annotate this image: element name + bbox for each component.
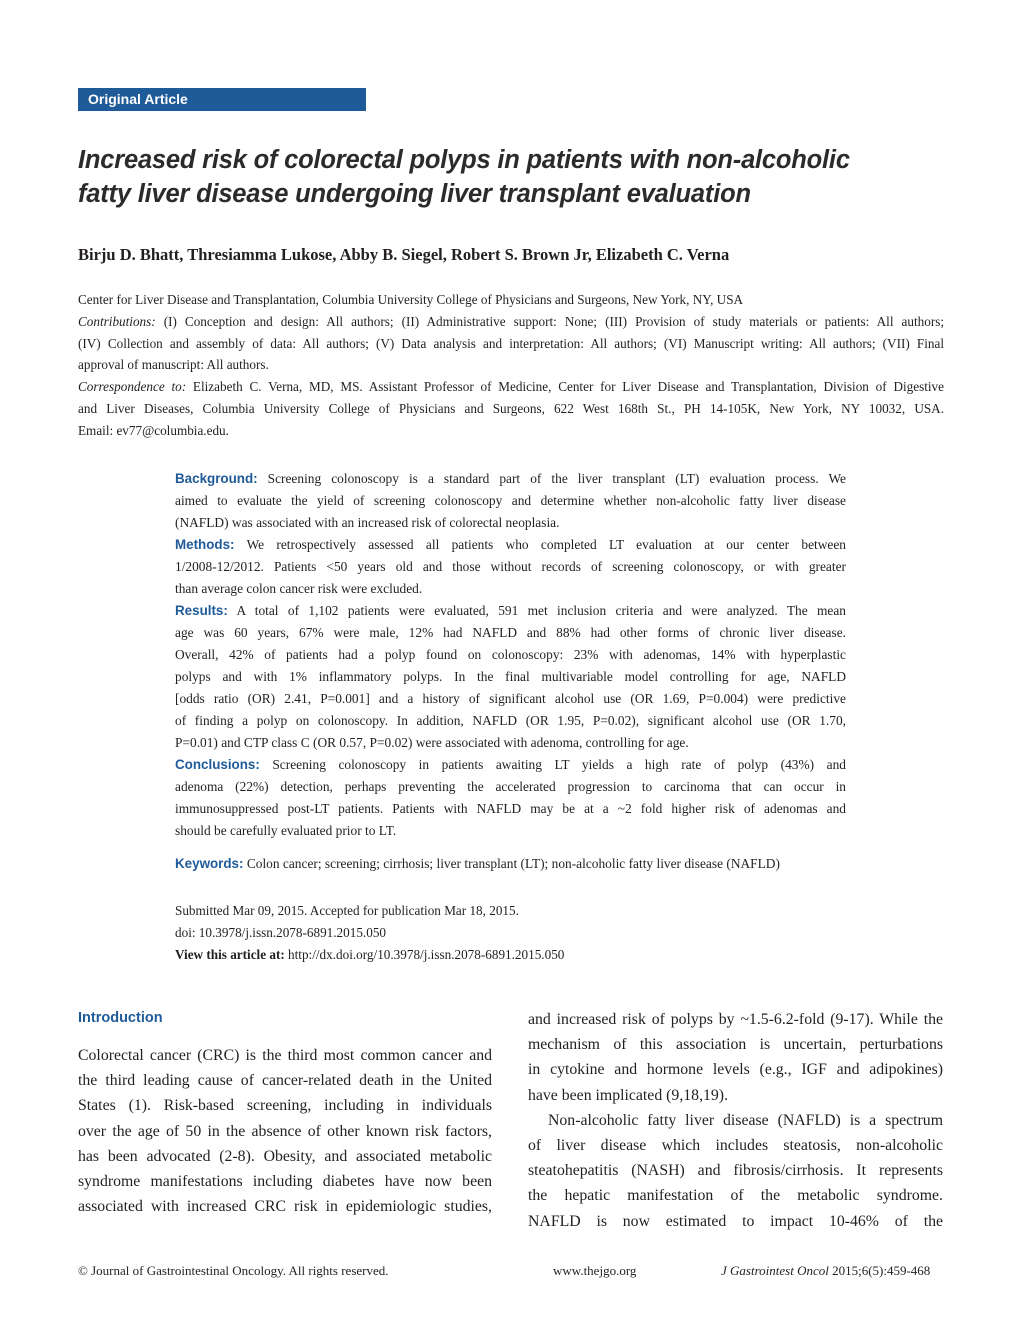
abstract-methods-line: than average colon cancer risk were excluded. [175,581,423,596]
title-line-2: fatty liver disease undergoing liver transplant evaluation [78,180,751,208]
abstract-conclusions-line: should be carefully evaluated prior to LT. [175,823,397,838]
introduction-right-column [528,1007,943,1234]
body-line: of liver disease which includes steatosis, non-alcoholic [528,1137,943,1155]
abstract-results-line: P=0.01) and CTP class C (OR 0.57, P=0.02) were associated with adenoma, controlling for age. [175,735,689,750]
body-line: States (1). Risk-based screening, including in individuals [78,1097,492,1115]
contributions-label: Contributions: [78,313,156,329]
body-line: over the age of 50 in the absence of other known risk factors, [78,1122,492,1140]
affiliation-block [78,289,944,442]
footer-website[interactable]: www.thejgo.org [553,1263,637,1278]
abstract-results-line: Results: A total of 1,102 patients were evaluated, 591 met inclusion criteria and were analyzed. The mean [175,603,846,618]
abstract-results-line: age was 60 years, 67% were male, 12% had NAFLD and 88% had other forms of chronic liver disease. [175,625,846,640]
introduction-heading: Introduction [78,1010,163,1026]
keywords-text: Colon cancer; screening; cirrhosis; liver transplant (LT); non-alcoholic fatty liver disease (NAFLD) [246,856,780,871]
abstract-background-line: aimed to evaluate the yield of screening colonoscopy and determine whether non-alcoholic fatty liver disease [175,493,846,508]
correspondence-line-2: and Liver Diseases, Columbia University College of Physicians and Surgeons, 622 West 168th St., PH 14-105K, New York, NY 10032, USA. [78,400,944,416]
abstract-background-line: Background: Screening colonoscopy is a standard part of the liver transplant (LT) evaluation process. We [175,471,846,486]
body-line: have been implicated (9,18,19). [528,1086,729,1104]
abstract-methods-line: 1/2008-12/2012. Patients <50 years old and those without records of screening colonoscopy, or with greater [175,559,846,574]
title-line-1: Increased risk of colorectal polyps in patients with non-alcoholic [78,146,850,174]
body-line: Colorectal cancer (CRC) is the third most common cancer and [78,1047,492,1064]
body-line: mechanism of this association is uncertain, perturbations [528,1036,943,1054]
abstract-background-line: (NAFLD) was associated with an increased risk of colorectal neoplasia. [175,515,560,530]
body-line: the third leading cause of cancer-related death in the United [78,1072,492,1090]
keywords [175,856,780,872]
keywords-heading: Keywords: [175,856,244,871]
body-line: steatohepatitis (NASH) and fibrosis/cirrhosis. It represents [528,1162,943,1180]
correspondence-label: Correspondence to: [78,379,187,395]
introduction-left-column [78,1043,492,1219]
footer-copyright: © Journal of Gastrointestinal Oncology. All rights reserved. [78,1263,389,1278]
article-title [78,143,958,211]
results-heading: Results: [175,603,228,618]
contributions-line-1: Contributions: (I) Conception and design: All authors; (II) Administrative support: None; (III) Provision of study materials or patients: All authors; [78,313,945,329]
body-line: Non-alcoholic fatty liver disease (NAFLD) is a spectrum [548,1111,943,1129]
abstract-results-line: Overall, 42% of patients had a polyp found on colonoscopy: 23% with adenomas, 14% with hyperplastic [175,647,846,662]
body-line: NAFLD is now estimated to impact 10-46% of the [528,1212,943,1230]
footer-citation: J Gastrointest Oncol 2015;6(5):459-468 [721,1263,931,1278]
article-link[interactable]: http://dx.doi.org/10.3978/j.issn.2078-6891.2015.050 [288,947,565,962]
correspondence-email: Email: ev77@columbia.edu. [78,422,229,438]
article-type-badge: Original Article [78,88,366,111]
methods-heading: Methods: [175,537,235,552]
view-article-label: View this article at: [175,947,285,962]
body-line: associated with increased CRC risk in epidemiologic studies, [78,1198,492,1216]
abstract-methods-line: Methods: We retrospectively assessed all patients who completed LT evaluation at our center between [175,537,846,552]
view-article-line [175,944,564,966]
body-line: and increased risk of polyps by ~1.5-6.2-fold (9-17). While the [528,1011,943,1028]
abstract-results-line: [odds ratio (OR) 2.41, P=0.001] and a history of significant alcohol use (OR 1.69, P=0.004) were predictive [175,691,846,706]
author-list: Birju D. Bhatt, Thresiamma Lukose, Abby B. Siegel, Robert S. Brown Jr, Elizabeth C. Verna [78,245,730,264]
background-heading: Background: [175,471,258,486]
contributions-line-3: approval of manuscript: All authors. [78,357,269,373]
body-line: the hepatic manifestation of the metabolic syndrome. [528,1187,943,1205]
body-line: has been advocated (2-8). Obesity, and associated metabolic [78,1147,492,1165]
doi: doi: 10.3978/j.issn.2078-6891.2015.050 [175,925,387,940]
abstract-conclusions-line: adenoma (22%) detection, perhaps preventing the accelerated progression to carcinoma that can occur in [175,779,846,794]
body-line: syndrome manifestations including diabetes have now been [78,1173,492,1191]
abstract-results-line: polyps and with 1% inflammatory polyps. In the final multivariable model controlling for age, NAFLD [175,669,846,684]
abstract-conclusions-line: immunosuppressed post-LT patients. Patients with NAFLD may be at a ~2 fold higher risk of adenomas and [175,801,846,816]
contributions-line-2: (IV) Collection and assembly of data: All authors; (V) Data analysis and interpretation: All authors; (VI) Manuscript writing: All authors; (VII) Final [78,335,944,351]
abstract-results-line: of finding a polyp on colonoscopy. In addition, NAFLD (OR 1.95, P=0.02), significant alcohol use (OR 1.70, [175,713,846,728]
affiliation: Center for Liver Disease and Transplantation, Columbia University College of Physicians and Surgeons, New York, NY, USA [78,292,744,307]
submission-info [175,900,564,966]
abstract-conclusions-line: Conclusions: Screening colonoscopy in patients awaiting LT yields a high rate of polyp (43%) and [175,757,846,772]
abstract [175,468,846,842]
body-line: in cytokine and hormone levels (e.g., IGF and adipokines) [528,1061,943,1079]
journal-name: J Gastrointest Oncol [721,1263,829,1278]
correspondence-line-1: Correspondence to: Elizabeth C. Verna, MD, MS. Assistant Professor of Medicine, Center for Liver Disease and Transplantation, Division of Digestive [78,379,944,395]
conclusions-heading: Conclusions: [175,757,260,772]
submission-dates: Submitted Mar 09, 2015. Accepted for publication Mar 18, 2015. [175,903,519,918]
